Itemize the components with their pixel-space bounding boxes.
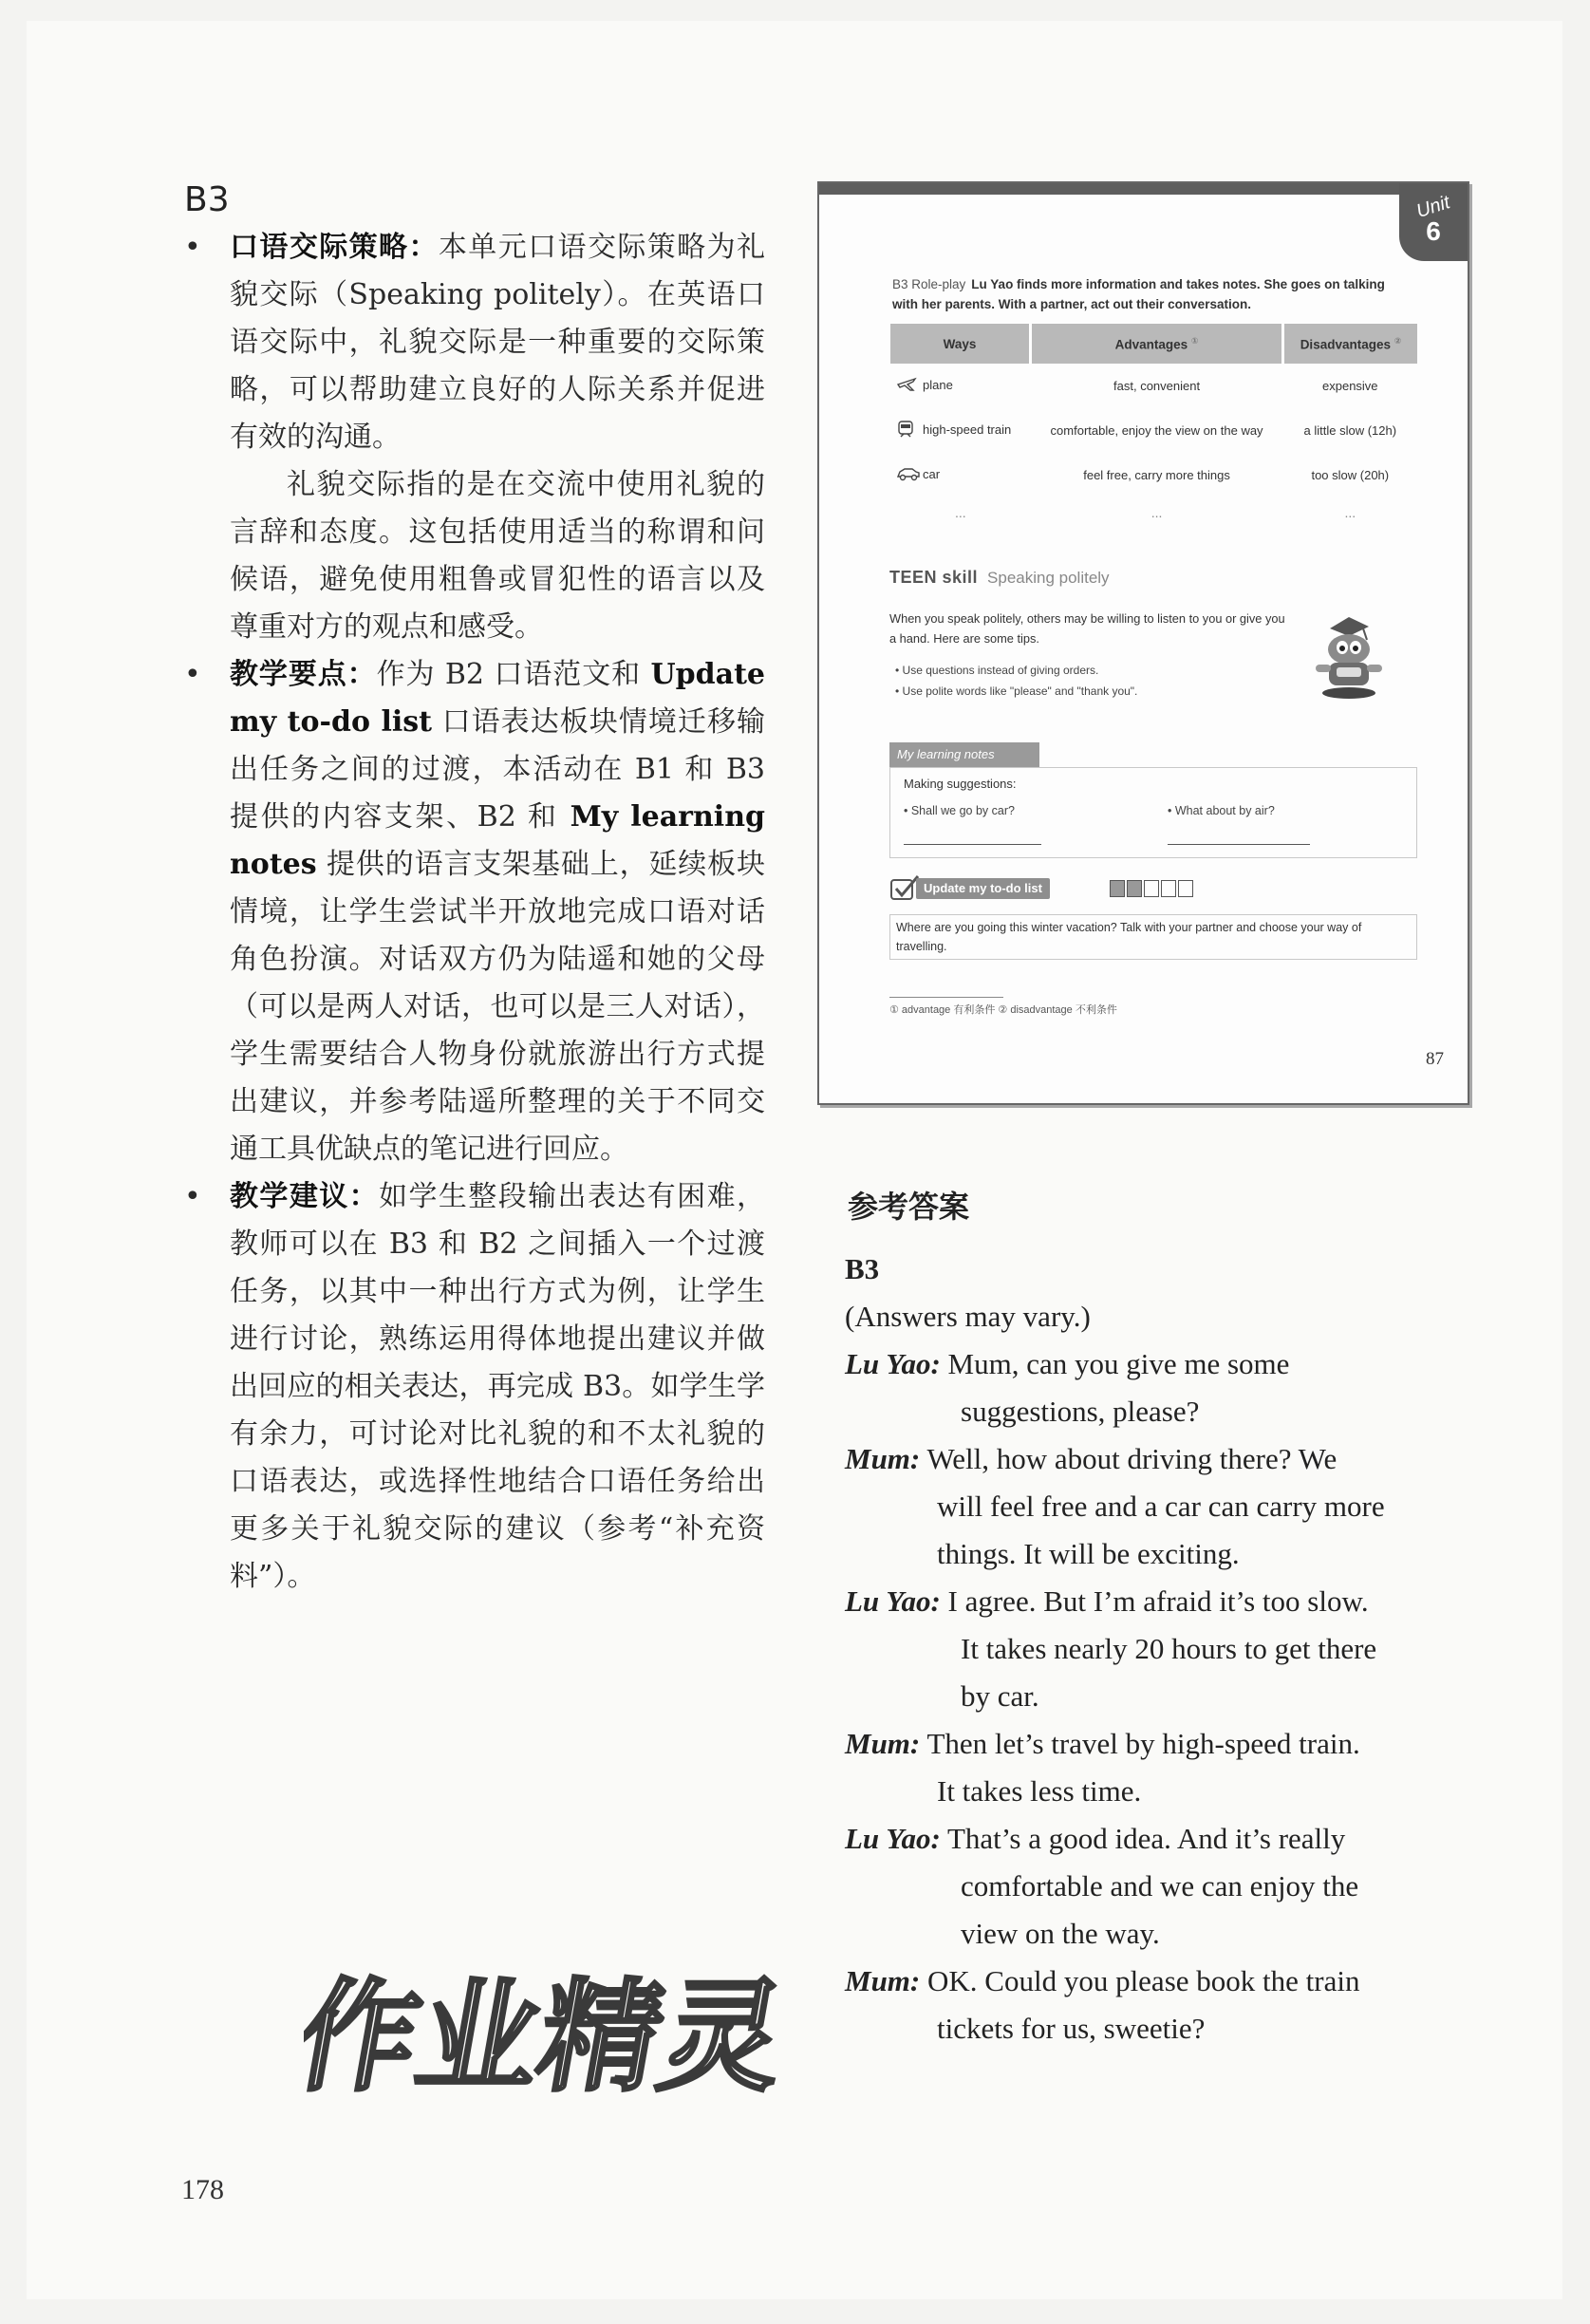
- notes-suggestion: • Shall we go by car?: [904, 804, 1015, 817]
- dialogue-turn: [845, 1578, 1452, 1720]
- teen-skill-body: When you speak politely, others may be willing to listen to you or give you a hand. Here are some tips.: [889, 611, 1285, 646]
- bold-term: Update my to-do list: [230, 658, 766, 739]
- bullet-text: 提供的语言支架基础上，延续板块情境，让学生尝试半开放地完成口语对话角色扮演。对话双方仍为陆遥和她的父母（可以是两人对话，也可以是三人对话），学生需要结合人物身份就旅游出行方式提出建议，并参考陆遥所整理的关于不同交通工具优缺点的笔记进行回应。: [230, 848, 765, 1166]
- roleplay-instruction: [892, 274, 1405, 314]
- table-row: [890, 497, 1417, 528]
- ellipsis-cell: ...: [954, 505, 966, 520]
- speaker: Lu Yao:: [845, 1347, 941, 1380]
- teen-skill-name: Speaking politely: [987, 569, 1110, 587]
- watermark-logo: [304, 1946, 797, 2111]
- bullet-strategy: [184, 224, 765, 651]
- unit-number: 6: [1426, 216, 1441, 246]
- dialogue-line: suggestions, please?: [961, 1395, 1200, 1428]
- teen-skill-label: TEEN skill: [889, 568, 979, 587]
- footnote-divider: [889, 997, 1003, 998]
- dialogue-turn: [845, 1340, 1452, 1435]
- page-number: 178: [181, 2174, 224, 2205]
- bullet-key-points: [184, 651, 765, 1173]
- dialogue-turn: [845, 1958, 1452, 2052]
- bullet-paragraph: 礼貌交际指的是在交流中使用礼貌的言辞和态度。这包括使用适当的称谓和问候语，避免使用粗鲁或冒犯性的语言以及尊重对方的观点和感受。: [230, 468, 765, 644]
- bullet-label: 教学建议：: [230, 1180, 380, 1213]
- table-row: [890, 453, 1417, 497]
- speaker: Lu Yao:: [845, 1822, 941, 1855]
- bullet-suggestions: [184, 1173, 765, 1601]
- unit-tab: [1399, 183, 1468, 261]
- dialogue-line: Well, how about driving there? We: [926, 1442, 1337, 1475]
- dialogue-line: tickets for us, sweetie?: [937, 2012, 1206, 2045]
- table-header: Ways: [890, 324, 1031, 364]
- dialogue-line: Mum, can you give me some: [947, 1347, 1290, 1380]
- disadvantage-cell: too slow (20h): [1311, 468, 1390, 482]
- tips-list: [895, 660, 1294, 702]
- footnotes: ① advantage 有利条件 ② disadvantage 不利条件: [889, 1004, 1117, 1016]
- unit-label: Unit: [1413, 192, 1453, 222]
- dialogue-turn: [845, 1815, 1452, 1958]
- notes-suggestion: • What about by air?: [1168, 804, 1275, 817]
- progress-box: [1127, 880, 1142, 897]
- tip-item: • Use polite words like "please" and "thank you".: [895, 681, 1294, 702]
- progress-box: [1144, 880, 1159, 897]
- todo-label: Update my to-do list: [916, 878, 1050, 899]
- train-icon: [896, 420, 917, 441]
- todo-text: Where are you going this winter vacation? Talk with your partner and choose your way of travelling.: [889, 914, 1417, 960]
- notes-title: Making suggestions:: [904, 777, 1017, 791]
- dialogue-turn: [845, 1435, 1452, 1578]
- textbook-page-number: 87: [1426, 1049, 1444, 1069]
- plane-icon: [896, 376, 917, 396]
- bullet-label: 口语交际策略：: [230, 231, 439, 264]
- dialogue-line: things. It will be exciting.: [937, 1537, 1240, 1570]
- tip-item: • Use questions instead of giving orders.: [895, 660, 1294, 681]
- bold-term: My learning notes: [230, 800, 765, 881]
- way-name: high-speed train: [923, 422, 1012, 437]
- dialogue-line: will feel free and a car can carry more: [937, 1490, 1385, 1523]
- speaker: Lu Yao:: [845, 1584, 941, 1618]
- dialogue-line: I agree. But I’m afraid it’s too slow.: [947, 1584, 1369, 1618]
- bullet-label: 教学要点：: [230, 658, 377, 691]
- disadvantage-cell: a little slow (12h): [1303, 423, 1397, 438]
- way-name: car: [923, 466, 941, 481]
- textbook-page-image: [817, 181, 1469, 1105]
- teaching-notes: [184, 224, 765, 1601]
- dialogue-line: It takes less time.: [937, 1774, 1142, 1808]
- advantage-cell: feel free, carry more things: [1083, 468, 1230, 482]
- dialogue-line: comfortable and we can enjoy the: [961, 1869, 1359, 1902]
- progress-box: [1178, 880, 1193, 897]
- answers-block: [845, 1246, 1452, 2052]
- speaker: Mum:: [845, 1727, 921, 1760]
- table-row: [890, 364, 1417, 408]
- bullet-text: 作为 B2 口语范文和: [376, 658, 651, 691]
- disadvantage-cell: expensive: [1322, 379, 1378, 393]
- speaker: Mum:: [845, 1442, 921, 1475]
- ellipsis-cell: ...: [1150, 505, 1163, 520]
- answers-note: (Answers may vary.): [845, 1300, 1091, 1333]
- dialogue-line: Then let’s travel by high-speed train.: [926, 1727, 1360, 1760]
- bullet-text: 口语表达板块情境迁移输出任务之间的过渡，本活动在 B1 和 B3 提供的内容支架、B2 和: [230, 705, 765, 834]
- advantage-cell: comfortable, enjoy the view on the way: [1050, 423, 1263, 438]
- table-header: Advantages ①: [1031, 324, 1283, 364]
- speaker: Mum:: [845, 1964, 921, 1997]
- bullet-text: 本单元口语交际策略为礼貌交际（Speaking politely）。在英语口语交际中，礼貌交际是一种重要的交际策略，可以帮助建立良好的人际关系并促进有效的沟通。: [230, 231, 766, 454]
- dialogue-line: It takes nearly 20 hours to get there: [961, 1632, 1377, 1665]
- roleplay-text: Lu Yao finds more information and takes notes. She goes on talking with her parents. With a partner, act out their conversation.: [892, 277, 1385, 311]
- learning-notes-header: My learning notes: [889, 742, 1039, 767]
- section-title: B3: [184, 180, 230, 219]
- way-name: plane: [923, 377, 953, 392]
- progress-box: [1110, 880, 1125, 897]
- watermark-text: 作业精灵: [304, 1966, 796, 2108]
- table-header: Disadvantages ②: [1283, 324, 1417, 364]
- answers-title: 参考答案: [848, 1189, 970, 1225]
- bullet-text: 如学生整段输出表达有困难，教师可以在 B3 和 B2 之间插入一个过渡任务，以其中一种出行方式为例，让学生进行讨论，熟练运用得体地提出建议并做出回应的相关表达，再完成 B3。如学生学有余力，可讨论对比礼貌的和不太礼貌的口语表达，或选择性地结合口语任务给出更多关于礼貌交际的建议（参考“补充资料”）。: [230, 1180, 766, 1593]
- dialogue-line: OK. Could you please book the train: [927, 1964, 1360, 1997]
- roleplay-label: B3 Role-play: [892, 277, 966, 291]
- teen-skill-heading: [889, 568, 1110, 588]
- progress-box: [1161, 880, 1176, 897]
- dialogue-turn: [845, 1720, 1452, 1815]
- dialogue-line: That’s a good idea. And it’s really: [946, 1822, 1346, 1855]
- textbook-top-bar: [819, 183, 1468, 195]
- car-icon: [896, 466, 917, 484]
- travel-ways-table: [890, 324, 1417, 528]
- dialogue-line: by car.: [961, 1679, 1039, 1713]
- learning-notes-box: [889, 767, 1417, 858]
- ellipsis-cell: ...: [1344, 505, 1356, 520]
- blank-line: [1168, 831, 1310, 845]
- advantage-cell: fast, convenient: [1113, 379, 1201, 393]
- blank-line: [904, 831, 1041, 845]
- answers-section: B3: [845, 1252, 880, 1285]
- dialogue-line: view on the way.: [961, 1917, 1160, 1950]
- robot-mascot-icon: [1306, 608, 1392, 707]
- table-row: [890, 408, 1417, 453]
